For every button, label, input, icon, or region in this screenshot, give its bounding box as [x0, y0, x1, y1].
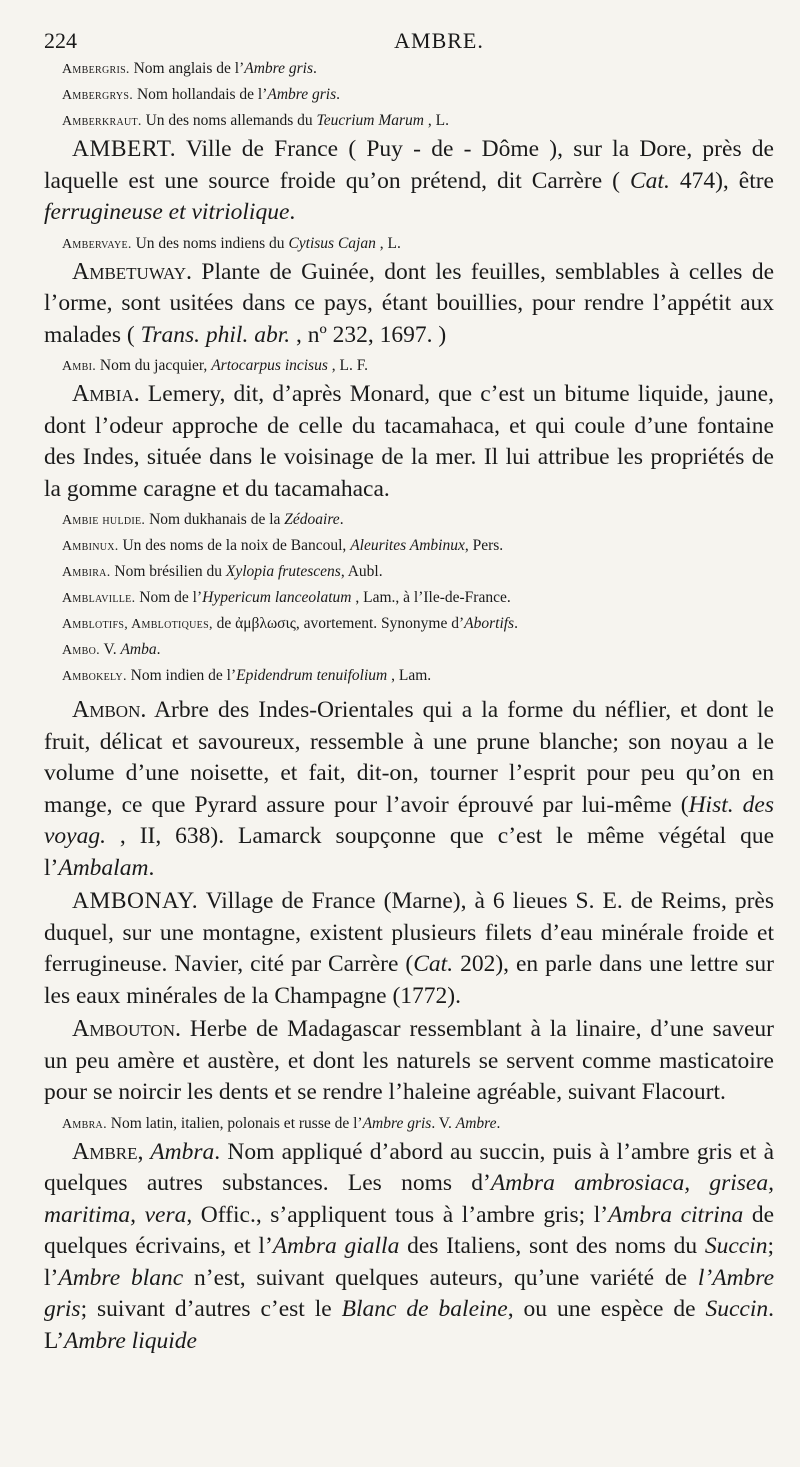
entry-text: , Pers.: [464, 537, 504, 554]
entry-ambon: [44, 695, 774, 884]
entry-text: . L’: [44, 1296, 774, 1354]
italic-term: Cat.: [630, 167, 670, 194]
entry-text: Nom de l’: [135, 589, 203, 606]
italic-term: Abortifs: [464, 615, 515, 632]
entry-ambie-huldie: [44, 507, 774, 533]
entry-text: Ville de France ( Puy - de - Dôme ), sur la Dore, près de laquelle est une source froide qu’on prétend, dit Carrère (: [44, 136, 774, 194]
italic-term: Ambra citrina: [608, 1201, 744, 1228]
italic-term: Ambra: [143, 1138, 215, 1165]
headword: Amblotifs, Amblotiques,: [62, 617, 213, 632]
entry-text: ; suivant d’autres c’est le: [80, 1296, 342, 1322]
entry-amblaville: [44, 585, 774, 611]
entry-text: des Italiens, sont des noms du: [399, 1233, 705, 1259]
entry-text: .: [289, 199, 296, 225]
entry-text: , L.: [375, 234, 401, 252]
italic-term: Hypericum lanceolatum: [202, 589, 352, 606]
headword: Ambia.: [72, 381, 140, 407]
entry-text: , ou une espèce de: [507, 1296, 706, 1322]
entry-text: .: [339, 511, 344, 528]
entry-amberkraut: [44, 108, 774, 134]
entry-text: . V.: [431, 1114, 456, 1132]
entry-text: 474), être: [669, 167, 774, 194]
entry-text: V.: [99, 641, 121, 658]
italic-term: Ambre gris: [244, 60, 313, 77]
entry-text: , L. F.: [327, 357, 368, 374]
headword: Ambi.: [62, 359, 97, 374]
italic-term: Xylopia frutescens: [225, 563, 341, 580]
italic-term: Ambra ambrosiaca, grisea, maritima, vera: [44, 1170, 774, 1228]
headword: Ambon.: [72, 697, 147, 723]
headword: Ambouton.: [72, 1016, 181, 1042]
entry-text: .: [514, 615, 518, 632]
italic-term: Succin: [705, 1296, 769, 1322]
italic-term: Hist. des voyag.: [44, 791, 774, 849]
italic-term: Epidendrum tenuifolium: [236, 667, 388, 684]
italic-term: Cytisus Cajan: [288, 234, 376, 252]
entry-text: n’est, suivant quelques auteurs, qu’une variété de: [183, 1264, 698, 1291]
entry-ambia: [44, 379, 774, 505]
headword: Ambetuway.: [72, 258, 192, 285]
italic-term: Artocarpus incisus: [211, 357, 328, 374]
entry-text: .: [156, 641, 161, 658]
headword: Ambre,: [72, 1138, 144, 1165]
headword: Ambokely.: [62, 669, 127, 684]
entry-text: Arbre des Indes-Orientales qui a la forme du néflier, et dont le fruit, délicat et savoureux, ressemble à une prune blanche; son noyau a le volume d’une noisette, et fait, dit-on, tourner l’esprit pour peu qu’on en mange, ce que Pyrard assure pour l’avoir éprouvé par lui-même (: [44, 697, 774, 818]
headword: Ambie huldie.: [62, 513, 146, 528]
entry-text: Nom hollandais de l’: [133, 86, 268, 103]
entry-text: 202), en parle dans une lettre sur les eaux minérales de la Champagne (1772).: [44, 951, 774, 1009]
italic-term: Zédoaire: [284, 511, 340, 528]
entry-text: . Nom appliqué d’abord au succin, puis à l’ambre gris et à quelques autres substances. Les noms d’: [44, 1138, 775, 1196]
entry-text: Nom indien de l’: [126, 667, 237, 684]
entry-ambinux: [44, 533, 774, 559]
headword: AMBONAY.: [72, 888, 199, 914]
page-header: [44, 22, 774, 56]
italic-term: Cat.: [413, 951, 454, 977]
entry-text: Nom brésilien du: [110, 563, 226, 580]
italic-term: Ambre: [455, 1114, 497, 1132]
entry-ambonay: [44, 886, 774, 1012]
entry-text: , L.: [424, 112, 449, 129]
entry-text: ; l’: [44, 1233, 775, 1291]
italic-term: Ambre gris: [267, 86, 337, 103]
entry-ambo: [44, 637, 774, 663]
entry-ambouton: [44, 1014, 774, 1109]
italic-term: Blanc de baleine: [341, 1296, 508, 1322]
entry-text: Nom latin, italien, polonais et russe de l’: [106, 1114, 363, 1132]
entry-ambergrys: [44, 82, 774, 108]
italic-term: Amba: [120, 641, 157, 658]
entry-text: , Offic., s’appliquent tous à l’ambre gris; l’: [186, 1201, 609, 1228]
entry-text: Nom anglais de l’: [129, 60, 245, 77]
headword: Ambergris.: [62, 62, 130, 77]
headword: Amberkraut.: [62, 114, 142, 129]
entry-ambira: [44, 559, 774, 585]
entry-text: .: [336, 86, 341, 103]
italic-term: Ambre liquide: [64, 1327, 197, 1354]
entry-ambergris: [44, 56, 774, 82]
headword: Ambira.: [62, 565, 111, 580]
italic-term: l’Ambre gris: [44, 1264, 774, 1322]
italic-term: Trans. phil. abr.: [140, 321, 291, 348]
entry-text: de ἀμβλωσις, avortement. Synonyme d’: [212, 615, 465, 632]
headword: AMBERT.: [72, 136, 177, 162]
entry-text: Un des noms allemands du: [141, 112, 317, 129]
entry-text: Nom du jacquier,: [96, 357, 212, 374]
italic-term: Succin: [704, 1233, 768, 1259]
entry-text: Un des noms de la noix de Bancoul,: [118, 537, 351, 554]
italic-term: Ambra gialla: [272, 1233, 400, 1259]
headword: Ambo.: [62, 643, 100, 658]
running-title: AMBRE.: [394, 28, 484, 53]
entry-text: Nom dukhanais de la: [145, 511, 285, 528]
italic-term: ferrugineuse et vitriolique: [44, 199, 290, 225]
page-number: 224: [44, 28, 77, 53]
italic-term: Ambre gris: [362, 1114, 432, 1132]
entry-text: Plante de Guinée, dont les feuilles, semblables à celles de l’orme, sont usitées dans ce pays, étant bouillies, pour rendre l’appétit aux malades (: [44, 258, 774, 348]
italic-term: Teucrium Marum: [316, 112, 425, 129]
entry-text: , Aubl.: [340, 563, 383, 580]
entry-ambra: [44, 1111, 774, 1137]
entry-ambetuway: [44, 257, 774, 352]
headword: Ambervaye.: [62, 236, 132, 252]
entry-text: .: [148, 854, 155, 881]
entry-text: Un des noms indiens du: [131, 234, 289, 252]
entry-text: de quelques écrivains, et l’: [44, 1201, 775, 1259]
italic-term: Aleurites Ambinux: [350, 537, 465, 554]
entry-text: , Lam., à l’Ile-de-France.: [351, 589, 511, 606]
entry-text: .: [313, 60, 317, 77]
headword: Ambergrys.: [62, 88, 134, 103]
headword: Amblaville.: [62, 591, 136, 606]
entry-ambokely: [44, 663, 774, 689]
entry-text: , Lam.: [387, 667, 432, 684]
entry-text: Village de France (Marne), à 6 lieues S. E. de Reims, près duquel, sur une montagne, existent plusieurs filets d’eau minérale froide et ferrugineuse. Navier, cité par Carrère (: [44, 888, 774, 977]
entry-text: .: [496, 1114, 501, 1132]
entry-ambi: [44, 353, 774, 379]
headword: Ambinux.: [62, 539, 119, 554]
entry-ambre: [44, 1137, 774, 1358]
entry-ambert: [44, 134, 774, 229]
entry-ambervaye: [44, 231, 774, 257]
entry-text: Herbe de Madagascar ressemblant à la linaire, d’une saveur un peu amère et austère, et dont les naturels se servent comme masticatoire pour se noircir les dents et se rendre l’haleine agréable, suivant Flacourt.: [44, 1016, 774, 1105]
italic-term: Ambre blanc: [58, 1264, 184, 1291]
headword: Ambra.: [62, 1116, 107, 1132]
entry-text: , nº 232, 1697. ): [290, 321, 447, 348]
entry-text: Lemery, dit, d’après Monard, que c’est un bitume liquide, jaune, dont l’odeur approche de celle du tacamahaca, et qui coule d’une fontaine des Indes, située dans le voisinage de la mer. Il lui attribue les propriétés de la gomme caragne et du tacamahaca.: [44, 381, 774, 502]
italic-term: Ambalam: [58, 854, 149, 881]
entry-text: , II, 638). Lamarck soupçonne que c’est le même végétal que l’: [44, 823, 774, 881]
entry-amblotifs: [44, 611, 774, 637]
